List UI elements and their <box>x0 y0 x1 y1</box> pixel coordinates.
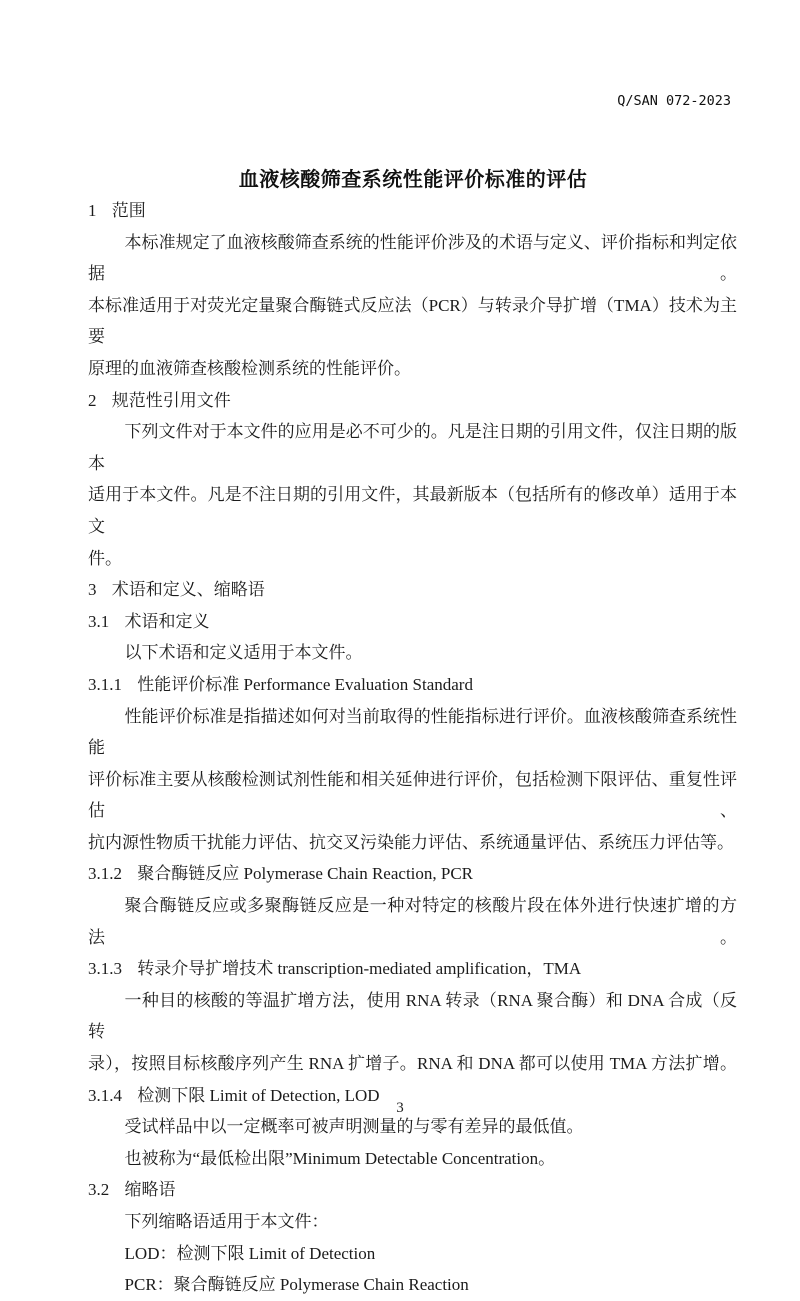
document-title: 血液核酸筛查系统性能评价标准的评估 <box>238 169 588 191</box>
text-line: 下列缩略语适用于本文件： <box>124 1212 329 1231</box>
text-line: 下列文件对于本文件的应用是必不可少的。凡是注日期的引用文件，仅注日期的版本 <box>88 422 737 473</box>
text-line: 性能评价标准是指描述如何对当前取得的性能指标进行评价。血液核酸筛查系统性能 <box>88 706 737 758</box>
text-line: 本标准规定了血液核酸筛查系统的性能评价涉及的术语与定义、评价指标和判定依据。 <box>88 232 737 284</box>
document-code: Q/SAN 072-2023 <box>617 93 731 109</box>
heading-text: 性能评价标准 Performance Evaluation Standard <box>137 674 473 694</box>
text-line: 聚合酶链反应或多聚酶链反应是一种对特定的核酸片段在体外进行快速扩增的方法。 <box>88 896 737 947</box>
text-line: 评价标准主要从核酸检测试剂性能和相关延伸进行评价，包括检测下限评估、重复性评估、 <box>88 769 737 821</box>
abbreviation-pcr: PCR：聚合酶链反应 Polymerase Chain Reaction <box>124 1275 469 1295</box>
heading-number: 1 <box>88 201 97 220</box>
heading-1-scope <box>88 195 737 227</box>
heading-number: 3.1 <box>88 611 110 631</box>
heading-3-terms-definitions-abbreviations <box>88 574 737 606</box>
abbreviation-lod: LOD：检测下限 Limit of Detection <box>124 1243 376 1263</box>
text-line: 录），按照目标核酸序列产生 RNA 扩增子。RNA 和 DNA 都可以使用 TMA 方法扩增。 <box>88 1054 737 1074</box>
text-line: 适用于本文件。凡是不注日期的引用文件，其最新版本（包括所有的修改单）适用于本文 <box>88 485 737 536</box>
heading-text: 转录介导扩增技术 transcription-mediated amplification，TMA <box>137 959 582 979</box>
heading-text: 术语和定义、缩略语 <box>111 580 265 600</box>
heading-3-1-1-performance-evaluation-standard <box>88 669 737 701</box>
text-line: 本标准适用于对荧光定量聚合酶链式反应法（PCR）与转录介导扩增（TMA）技术为主要 <box>88 295 737 347</box>
heading-3-1-2-pcr <box>88 858 737 890</box>
heading-text: 规范性引用文件 <box>111 390 231 410</box>
text-line: 也被称为“最低检出限”Minimum Detectable Concentration。 <box>124 1148 556 1168</box>
page-number: 3 <box>396 1100 404 1116</box>
heading-number: 3.1.4 <box>88 1085 122 1105</box>
document-body <box>88 195 737 1301</box>
text-line: 受试样品中以一定概率可被声明测量的与零有差异的最低值。 <box>124 1117 584 1137</box>
heading-text: 聚合酶链反应 Polymerase Chain Reaction, PCR <box>137 864 474 884</box>
heading-number: 3 <box>88 580 97 600</box>
heading-3-2-abbreviations <box>88 1174 737 1206</box>
heading-2-normative-references <box>88 385 737 417</box>
heading-number: 3.1.2 <box>88 864 122 884</box>
heading-number: 3.2 <box>88 1180 110 1200</box>
heading-text: 术语和定义 <box>124 611 210 631</box>
heading-number: 2 <box>88 390 97 410</box>
heading-3-1-3-tma <box>88 953 737 985</box>
text-line: 原理的血液筛查核酸检测系统的性能评价。 <box>88 358 411 378</box>
heading-text: 缩略语 <box>124 1180 176 1200</box>
heading-text: 范围 <box>111 201 146 220</box>
text-line: 一种目的核酸的等温扩增方法，使用 RNA 转录（RNA 聚合酶）和 DNA 合成（反转 <box>88 990 737 1042</box>
heading-text: 检测下限 Limit of Detection, LOD <box>137 1085 380 1105</box>
text-line: 件。 <box>88 548 122 568</box>
text-line: 以下术语和定义适用于本文件。 <box>124 643 363 663</box>
heading-number: 3.1.1 <box>88 674 122 694</box>
text-line: 抗内源性物质干扰能力评估、抗交叉污染能力评估、系统通量评估、系统压力评估等。 <box>88 832 734 852</box>
heading-number: 3.1.3 <box>88 959 122 979</box>
heading-3-1-terms-definitions <box>88 606 737 638</box>
